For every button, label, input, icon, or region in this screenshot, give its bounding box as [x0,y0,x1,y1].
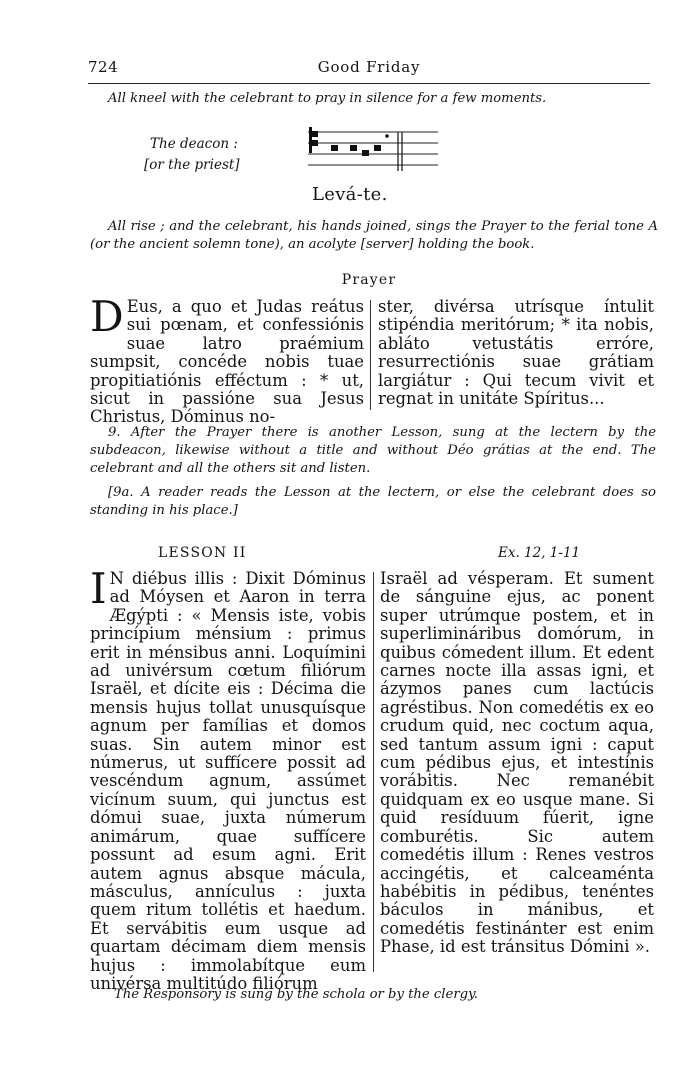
rubric-kneel: All kneel with the celebrant to pray in silence for a few moments. [108,91,547,106]
rubric-responsory: The Responsory is sung by the schola or by the clergy. [114,987,478,1002]
chant-staff [306,122,440,178]
rubric-9a: [9a. A reader reads the Lesson at the lectern, or else the celebrant does so standing in his place.] [90,485,656,518]
c-clef-icon [309,127,318,153]
page-number: 724 [88,58,119,76]
lesson-right-column: Israël ad vésperam. Et sument de sánguine ejus, ac ponent super utrúmque postem, et in superlimináribus domórum, in quibus cómedent illum. Et edent carnes nocte illa assas igni, et ázymos panes cum lactúcis agréstibus. Non comedétis ex eo crudum quid, nec coctum aqua, sed tantum assum igni : caput cum pédibus ejus, et intestínis vorábitis. Nec remanébit quidquam ex eo usque mane. Si quid resíduum fúerit, igne comburétis. Sic autem comedétis illum : Renes vestros accingétis, et calceaménta habébitis in pédibus, tenéntes báculos in mánibus, et comedétis festinánter est enim Phase, id est tránsitus Dómini ». [380,569,654,957]
page-header [88,58,650,80]
lesson-left-column [90,564,366,993]
chant-text: Levá-te. [312,184,388,205]
lesson-left-text: N diébus illis : Dixit Dóminus ad Móysen et Aaron in terra Ægýpti : « Mensis iste, vobis princípium ménsium : primus erit in ménsibus anni. Loquímini ad univérsum cœtum filiórum Israël, et dícite eis : Décima die mensis hujus tollat unusquísque agnum per famílias et domos suas. Sin autem minor est númerus, ut suffícere possit ad vescéndum agnum, assúmet vicínum suum, qui junctus est dómui suae, juxta númerum animárum, quae suffícere possunt ad esum agni. Erit autem agnus absque mácula, másculus, annículus : juxta quem ritum tollétis et haedum. Et servábitis eum usque ad quartam décimam diem mensis hujus : immolabítque eum univérsa multitúdo filiórum [90,569,366,993]
prayer-dropcap: D [90,292,124,341]
lesson-dropcap: I [90,564,107,613]
priest-line: [or the priest] [144,157,240,173]
deacon-label [144,134,276,176]
rubric-rise: All rise ; and the celebrant, his hands joined, sings the Prayer to the ferial tone A (or the ancient solemn tone), an acolyte [server] holding the book. [90,219,658,252]
running-title: Good Friday [317,58,421,76]
header-rule [88,83,650,84]
prayer-left-column [90,292,364,427]
lesson-reference: Ex. 12, 1-11 [498,545,581,561]
prayer-column-divider [370,300,371,410]
lesson-heading: LESSON II [158,545,247,561]
deacon-line: The deacon : [150,136,238,152]
lesson-column-divider [373,572,374,972]
neume-notes [331,134,389,156]
prayer-left-text: Eus, a quo et Judas reátus sui pœnam, et confessiónis suae latro praémium sumpsit, concéde nobis tuae propitiatiónis efféctum : * ut, sicut in passióne sua Jesus Christus, Dóminus no- [90,297,364,427]
rubric-9: 9. After the Prayer there is another Lesson, sung at the lectern by the subdeacon, likewise without a title and without Déo grátias at the end. The celebrant and all the others sit and listen. [90,425,656,476]
prayer-heading: Prayer [341,272,397,288]
prayer-right-column: ster, divérsa utrísque íntulit stipéndia meritórum; * ita nobis, abláto vetustátis erróre, resurrectiónis suae grátiam largiátur : Qui tecum vivit et regnat in unitáte Spíritus... [378,297,654,409]
